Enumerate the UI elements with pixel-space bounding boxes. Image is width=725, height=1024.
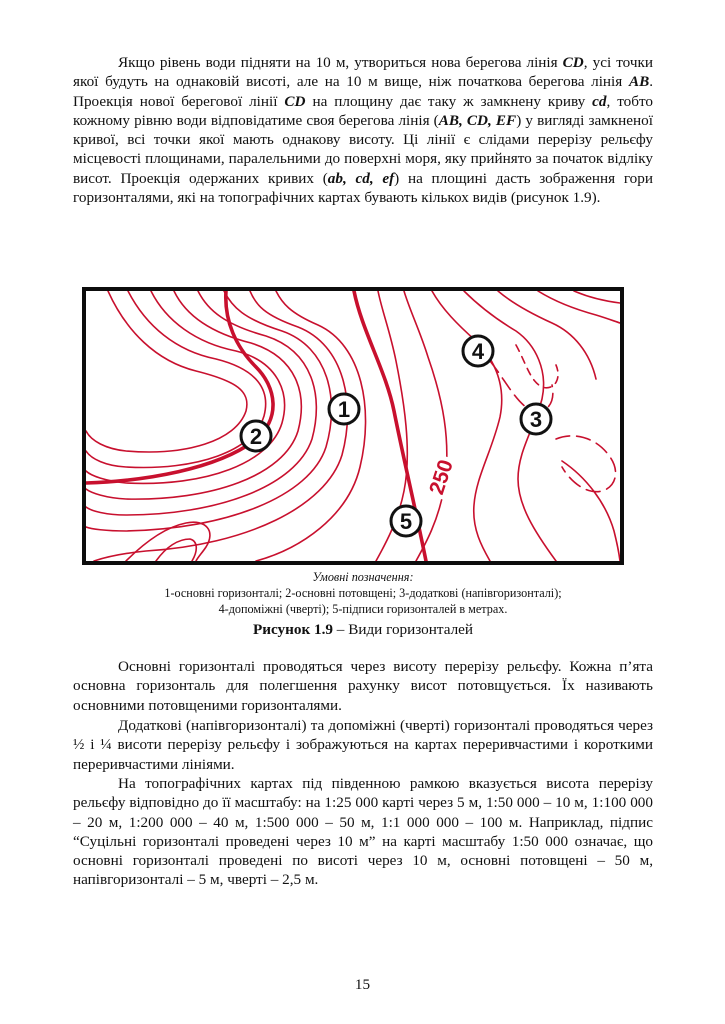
legend-line: 4-допоміжні (чверті); 5-підписи горизонталей в метрах. [218,602,508,616]
text-run: , тобто кожному рівню води відповідатиме своя берегова лінія ( [73,92,653,129]
contour-line [86,291,247,452]
figure-caption-text: – Види горизонталей [333,621,474,638]
contour-height-label: 250 [425,456,458,498]
legend-title: Умовні позначення: [312,570,414,584]
contour-line [86,291,266,468]
text-run: ) у вигляді замкненої кривої, всі точки якої мають однакову висоту. Ці лінії є слідами перерізу рельєфу місцевості площинами, паралельними до поверхні моря, яку прийнято за початок відліку висот. Проекція одержаних кривих ( [73,111,653,187]
marker-3-label: 3 [529,407,543,432]
page-number: 15 [354,976,371,993]
contour-line [538,291,620,323]
text-run: , усі точки якої будуть на однаковій висоті, але на 10 м вище, ніж початкова берегова лінія [73,54,653,91]
contour-line [562,461,620,561]
half-contours [490,361,616,492]
term-cd-lower: cd [592,92,607,110]
term-ab: AB [628,73,650,91]
marker-5 [391,506,421,536]
contour-label-250 [425,454,458,500]
term-cd: CD [284,92,306,110]
term-ab-cd-ef: AB, CD, EF [438,111,517,129]
short-dashed-contour-line [516,345,558,388]
marker-1-label: 1 [337,397,351,422]
thick-contour-line [86,291,273,483]
text-run: . Проекція нової берегової лінії [73,73,653,110]
marker-5-label: 5 [399,509,413,534]
text-run: ) на площині дасть зображення гори горизонталями, які на топографічних картах бувають кількох видів (рисунок 1.9). [73,169,653,207]
marker-1 [329,394,359,424]
contour-line [94,291,351,561]
paragraph-main-contours: Основні горизонталі проводяться через висоту перерізу рельєфу. Кожна п’ята основна горизонталь для полегшення рахунку висот потовщується. Їх називають основними потовщеними горизонталями. [73,658,653,714]
contour-lines-figure [82,287,624,565]
legend-line: 1-основні горизонталі; 2-основні потовщені; 3-додаткові (напівгоризонталі); [164,586,562,600]
marker-2-label: 2 [249,424,263,449]
figure-caption [73,621,653,639]
contour-line [256,291,366,561]
contour-line [498,291,596,379]
contour-map [86,291,620,561]
contour-line [574,291,620,303]
quarter-contours [516,345,558,388]
marker-2 [241,421,271,451]
term-ab-cd-ef-lower: ab, cd, ef [327,169,395,187]
marker-4-label: 4 [471,339,485,364]
paragraph-contour-interval: На топографічних картах під південною рамкою вказується висота перерізу рельєфу відповідно до її масштабу: на 1:25 000 карті через 5 м, 1:50 000 – 10 м, 1:100 000 – 20 м, 1:200 000 – 40 м, 1:500 000 – 50 м, 1:1 000 000 – 100 м. Наприклад, підпис “Суцільні горизонталі проведені через 10 м” на карті масштабу 1:50 000 означає, що основні горизонталі проведені по висоті через 10 м, основні потовщені – 50 м, напівгоризонталі – 5 м, чверті – 2,5 м. [73,775,653,889]
text-run: на площину дає таку ж замкнену криву [305,92,593,110]
term-cd: CD [562,54,584,71]
paragraph-contour-intro [73,53,653,207]
paragraph-additional-contours: Додаткові (напівгоризонталі) та допоміжні (чверті) горизонталі проводяться через ½ і ¼ висоти перерізу рельєфу і зображуються на картах переривчастими і короткими переривчастими лініями. [73,717,653,773]
contour-line [432,291,502,561]
marker-4 [463,336,493,366]
figure-caption-label: Рисунок 1.9 [252,621,333,638]
text-run: Якщо рівень води підняти на 10 м, утвориться нова берегова лінія [118,54,563,71]
marker-3 [521,404,551,434]
